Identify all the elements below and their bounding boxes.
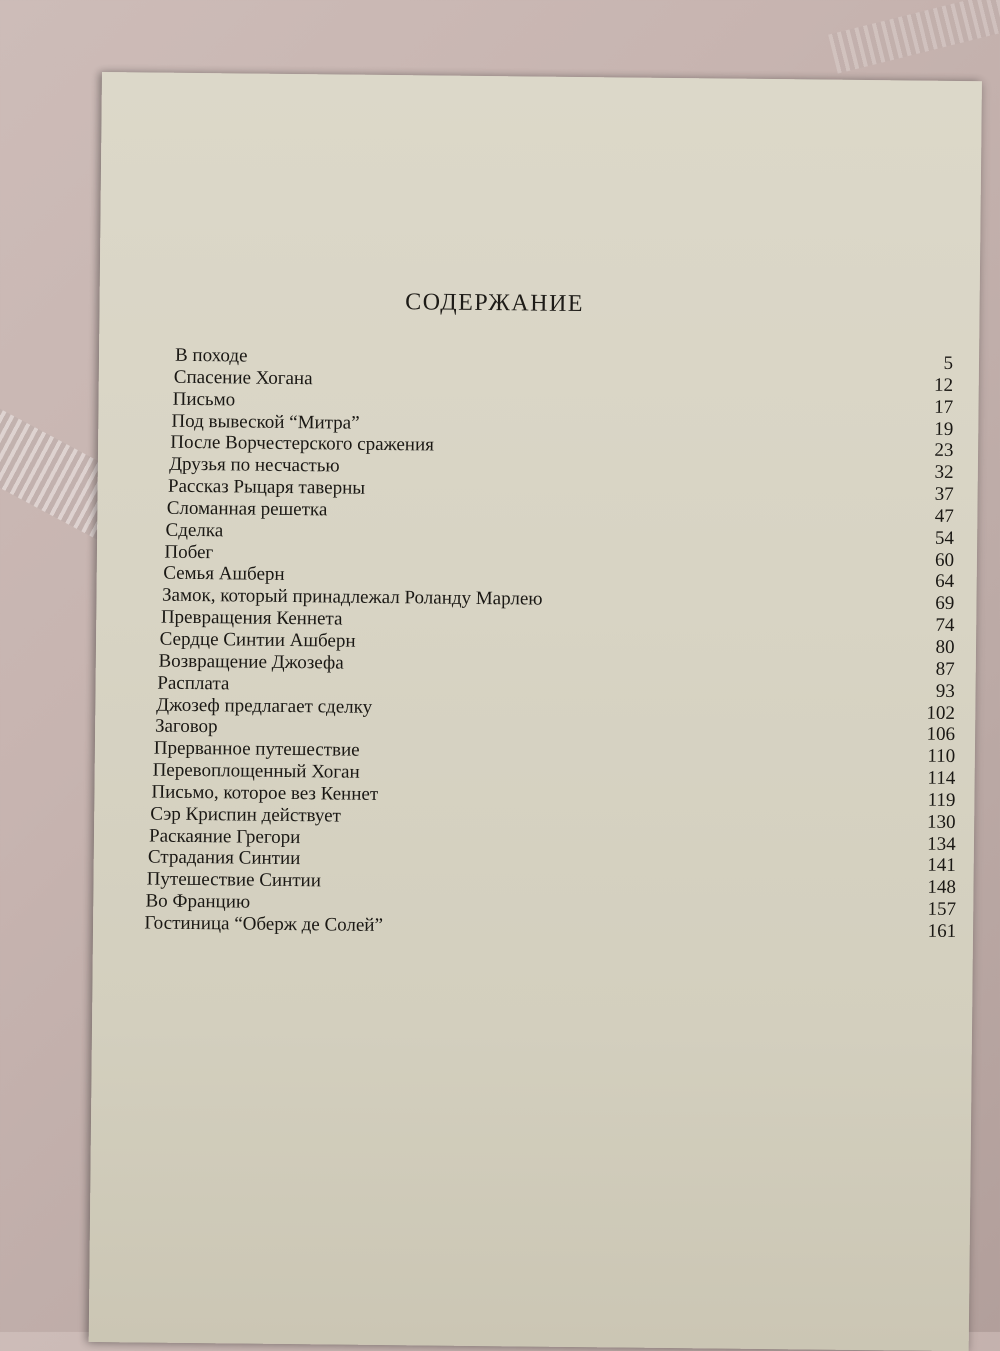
toc-entry-title: Страдания Синтии [147, 846, 301, 870]
toc-entry-title: Семья Ашберн [163, 563, 285, 586]
toc-entry-page: 110 [927, 745, 956, 768]
toc-entry-page: 74 [935, 614, 955, 637]
toc-entry-page: 161 [927, 920, 957, 942]
toc-entry-page: 141 [927, 855, 956, 877]
toc-entry-page: 80 [935, 636, 955, 658]
toc-entry-page: 5 [943, 352, 954, 374]
toc-entry-page: 19 [934, 418, 954, 440]
toc-entry-title: Возвращение Джозефа [158, 650, 344, 674]
toc-entry-page: 119 [927, 789, 956, 811]
book-page [89, 72, 982, 1351]
toc-entry-title: Сэр Криспин действует [150, 803, 342, 827]
toc-entry-page: 106 [926, 724, 956, 746]
toc-entry-page: 17 [934, 396, 954, 418]
toc-entry-title: Сломанная решетка [166, 497, 328, 521]
toc-entry-title: Раскаяние Грегори [148, 825, 301, 848]
toc-entry-page: 157 [927, 898, 957, 921]
toc-entry-page: 130 [926, 811, 956, 833]
toc-entry-title: Путешествие Синтии [146, 868, 322, 892]
toc-entry-page: 114 [927, 767, 956, 790]
toc-entry-page: 23 [934, 440, 954, 462]
table-of-contents [144, 344, 957, 943]
toc-entry-title: Превращения Кеннета [160, 606, 343, 630]
toc-entry-title: Спасение Хогана [173, 366, 313, 390]
toc-entry-title: Рассказ Рыцаря таверны [167, 475, 366, 499]
toc-entry-page: 148 [927, 876, 957, 899]
toc-entry-page: 12 [934, 374, 954, 396]
toc-entry-title: Джозеф предлагает сделку [156, 694, 373, 718]
toc-entry-title: Замок, который принадлежал Роланду Марлею [161, 584, 543, 610]
toc-entry-title: Расплата [157, 672, 230, 695]
toc-entry-page: 54 [934, 527, 955, 549]
toc-entry-title: Во Францию [145, 890, 251, 913]
toc-entry-title: Письмо [172, 388, 236, 411]
toc-entry-title: После Ворчестерского сражения [170, 432, 435, 456]
toc-entry-page: 102 [926, 702, 956, 724]
toc-entry-title: Письмо, которое вез Кеннет [151, 781, 379, 805]
toc-entry-page: 37 [934, 483, 954, 506]
toc-entry-page: 32 [934, 461, 954, 484]
toc-entry-title: Гостиница “Оберж де Солей” [144, 912, 384, 936]
toc-entry-page: 64 [935, 571, 955, 593]
toc-entry-title: Заговор [154, 715, 218, 738]
toc-entry-page: 60 [934, 549, 955, 571]
toc-entry-title: Перевоплощенный Хоган [152, 759, 360, 783]
toc-entry-title: Сделка [165, 519, 224, 542]
toc-entry-page: 87 [935, 658, 955, 680]
toc-entry-page: 47 [934, 505, 954, 527]
fabric-pattern [828, 0, 1000, 74]
page-title: СОДЕРЖАНИЕ [405, 289, 585, 318]
toc-entry-title: В походе [174, 344, 248, 367]
toc-entry-title: Прерванное путешествие [153, 737, 360, 761]
toc-entry-title: Сердце Синтии Ашберн [159, 628, 356, 652]
toc-entry-page: 134 [927, 833, 956, 855]
toc-entry-title: Друзья по несчастью [169, 453, 340, 477]
toc-entry-title: Под вывеской “Митра” [171, 410, 360, 434]
toc-entry-page: 93 [935, 680, 955, 702]
toc-entry-page: 69 [935, 593, 955, 615]
toc-entry-title: Побег [164, 541, 214, 563]
